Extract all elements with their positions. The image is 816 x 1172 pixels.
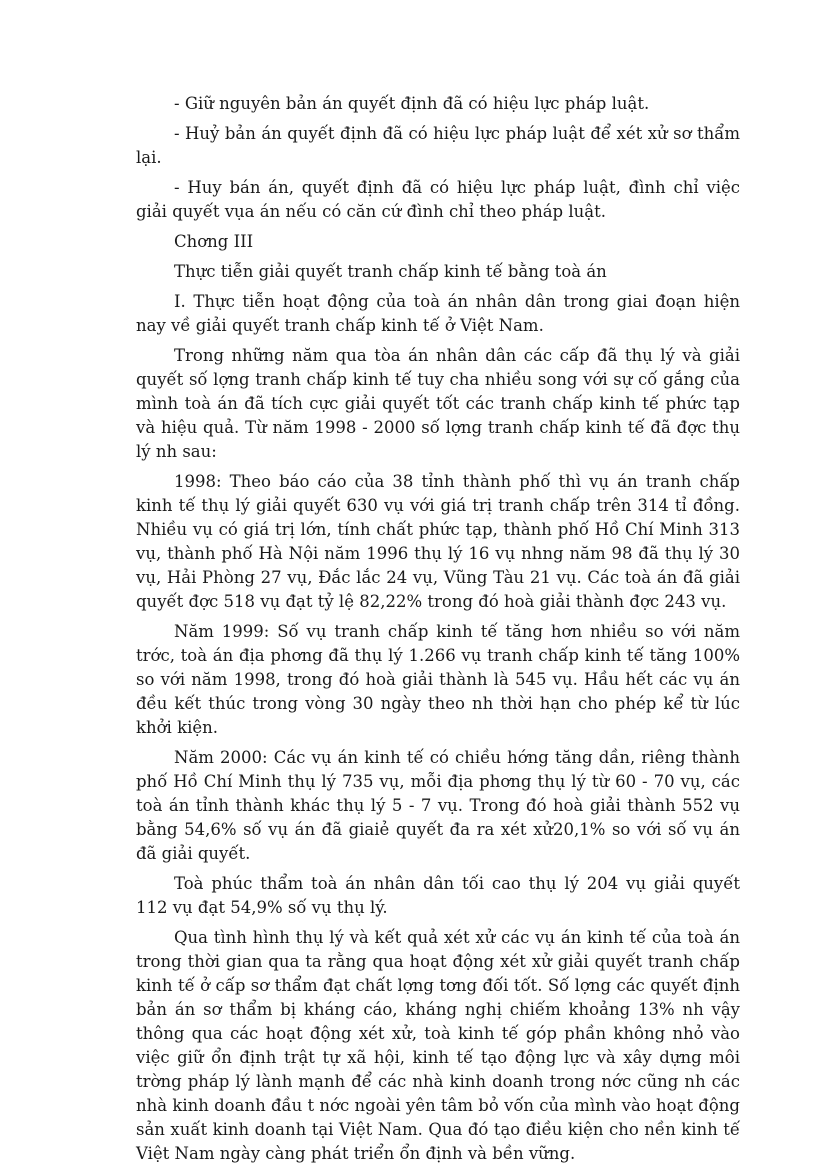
paragraph-1999: Năm 1999: Số vụ tranh chấp kinh tế tăng hơn nhiều so với năm trớc, toà án địa phơng đã thụ lý 1.266 vụ tranh chấp kinh tế tăng 100% so với năm 1998, trong đó hoà giải thành là 545 vụ. Hầu hết các vụ án đều kết thúc trong vòng 30 ngày theo nh thời hạn cho phép kể từ lúc khởi kiện. [136,622,740,737]
paragraph-appeals-court: Toà phúc thẩm toà án nhân dân tối cao thụ lý 204 vụ giải quyết 112 vụ đạt 54,9% số vụ thụ lý. [136,874,740,917]
paragraph-keep-judgment: - Giữ nguyên bản án quyết định đã có hiệu lực pháp luật. [174,94,650,113]
section-heading: I. Thực tiễn hoạt động của toà án nhân dân trong giai đoạn hiện nay về giải quyết tranh chấp kinh tế ở Việt Nam. [136,292,740,335]
paragraph-annul-terminate: - Huy bán án, quyết định đã có hiệu lực pháp luật, đình chỉ việc giải quyết vụa án nếu có căn cứ đình chỉ theo pháp luật. [136,178,740,221]
chapter-title: Thực tiễn giải quyết tranh chấp kinh tế bằng toà án [174,262,607,281]
paragraph-1998: 1998: Theo báo cáo của 38 tỉnh thành phố thì vụ án tranh chấp kinh tế thụ lý giải quyết 630 vụ với giá trị tranh chấp trên 314 tỉ đồng. Nhiều vụ có giá trị lớn, tính chất phức tạp, thành phố Hồ Chí Minh 313 vụ, thành phố Hà Nội năm 1996 thụ lý 16 vụ nhng năm 98 đã thụ lý 30 vụ, Hải Phòng 27 vụ, Đắc lắc 24 vụ, Vũng Tàu 21 vụ. Các toà án đã giải quyết đợc 518 vụ đạt tỷ lệ 82,22% trong đó hoà giải thành đợc 243 vụ. [136,472,740,611]
paragraph-annul-retrial: - Huỷ bản án quyết định đã có hiệu lực pháp luật để xét xử sơ thẩm lại. [136,124,740,167]
chapter-heading: Chơng III [174,232,254,251]
paragraph-intro: Trong những năm qua tòa án nhân dân các cấp đã thụ lý và giải quyết số lợng tranh chấp kinh tế tuy cha nhiều song với sự cố gắng của mình toà án đã tích cực giải quyết tốt các tranh chấp kinh tế phức tạp và hiệu quả. Từ năm 1998 - 2000 số lợng tranh chấp kinh tế đã đợc thụ lý nh sau: [136,346,740,461]
paragraph-2000: Năm 2000: Các vụ án kinh tế có chiều hớng tăng dần, riêng thành phố Hồ Chí Minh thụ lý 735 vụ, mỗi địa phơng thụ lý từ 60 - 70 vụ, các toà án tỉnh thành khác thụ lý 5 - 7 vụ. Trong đó hoà giải thành 552 vụ bằng 54,6% số vụ án đã giaiẻ quyết đa ra xét xử20,1% so với số vụ án đã giải quyết. [136,748,740,863]
paragraph-conclusion: Qua tình hình thụ lý và kết quả xét xử các vụ án kinh tế của toà án trong thời gian qua ta rằng qua hoạt động xét xử giải quyết tranh chấp kinh tế ở cấp sơ thẩm đạt chất lợng tơng đối tốt. Số lợng các quyết định bản án sơ thẩm bị kháng cáo, kháng nghị chiếm khoảng 13% nh vậy thông qua các hoạt động xét xử, toà kinh tế góp phần không nhỏ vào việc giữ ổn định trật tự xã hội, kinh tế tạo động lực và xây dựng môi trờng pháp lý lành mạnh để các nhà kinh doanh trong nớc cũng nh các nhà kinh doanh đầu t nớc ngoài yên tâm bỏ vốn của mình vào hoạt động sản xuất kinh doanh tại Việt Nam. Qua đó tạo điều kiện cho nền kinh tế Việt Nam ngày càng phát triển ổn định và bền vững. [136,928,740,1163]
document-page [136,92,740,1172]
